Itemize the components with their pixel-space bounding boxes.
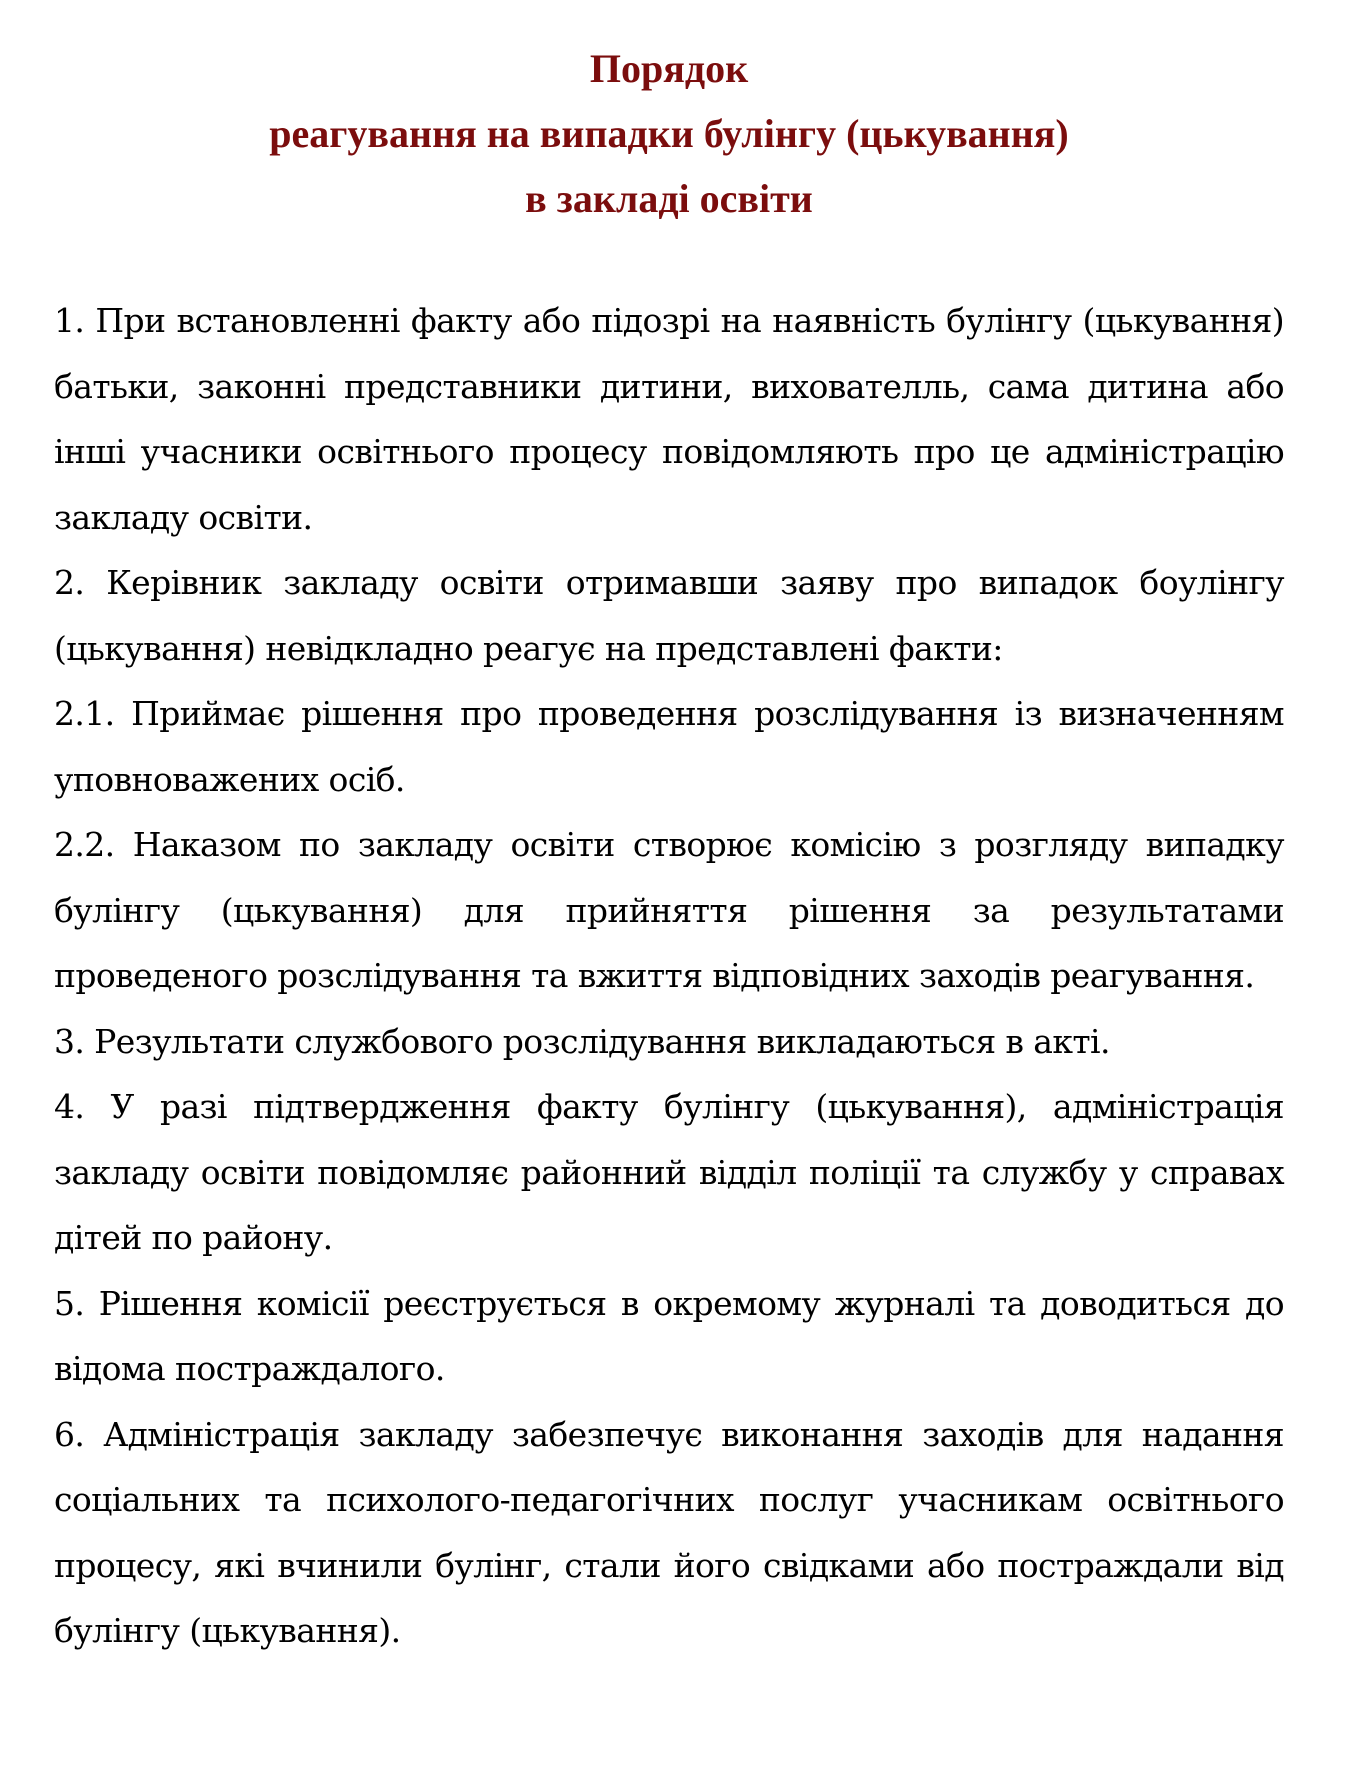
paragraph-5: 5. Рішення комісії реєструється в окремому журналі та доводиться до відома постраждалого.	[54, 1283, 1284, 1388]
paragraph-1: 1. При встановленні факту або підозрі на наявність булінгу (цькування) батьки, законні представники дитини, вихователль, сама дитина або інші учасники освітнього процесу повідомляють про це адміністрацію закладу освіти.	[54, 301, 1284, 537]
paragraph-2-2: 2.2. Наказом по закладу освіти створює комісію з розгляду випадку булінгу (цькування) для прийняття рішення за результатами проведеного розслідування та вжиття відповідних заходів реагування.	[54, 825, 1284, 995]
document-body	[54, 288, 1284, 1664]
paragraph-3: 3. Результати службового розслідування викладаються в акті.	[54, 1021, 1110, 1061]
title-line-1: Порядок	[589, 46, 749, 91]
paragraph-2-1: 2.1. Приймає рішення про проведення розслідування із визначенням уповноважених осіб.	[54, 694, 1284, 799]
title-line-2: реагування на випадки булінгу (цькування)	[269, 111, 1069, 156]
paragraph-4: 4. У разі підтвердження факту булінгу (цькування), адміністрація закладу освіти повідомляє районний відділ поліції та службу у справах дітей по району.	[54, 1087, 1284, 1257]
paragraph-6: 6. Адміністрація закладу забезпечує виконання заходів для надання соціальних та психолого-педагогічних послуг учасникам освітнього процесу, які вчинили булінг, стали його свідками або постраждали від булінгу (цькування).	[54, 1414, 1284, 1650]
document-title	[54, 36, 1284, 231]
paragraph-2: 2. Керівник закладу освіти отримавши заяву про випадок боулінгу (цькування) невідкладно реагує на представлені факти:	[54, 563, 1284, 668]
title-line-3: в закладі освіти	[525, 176, 813, 221]
